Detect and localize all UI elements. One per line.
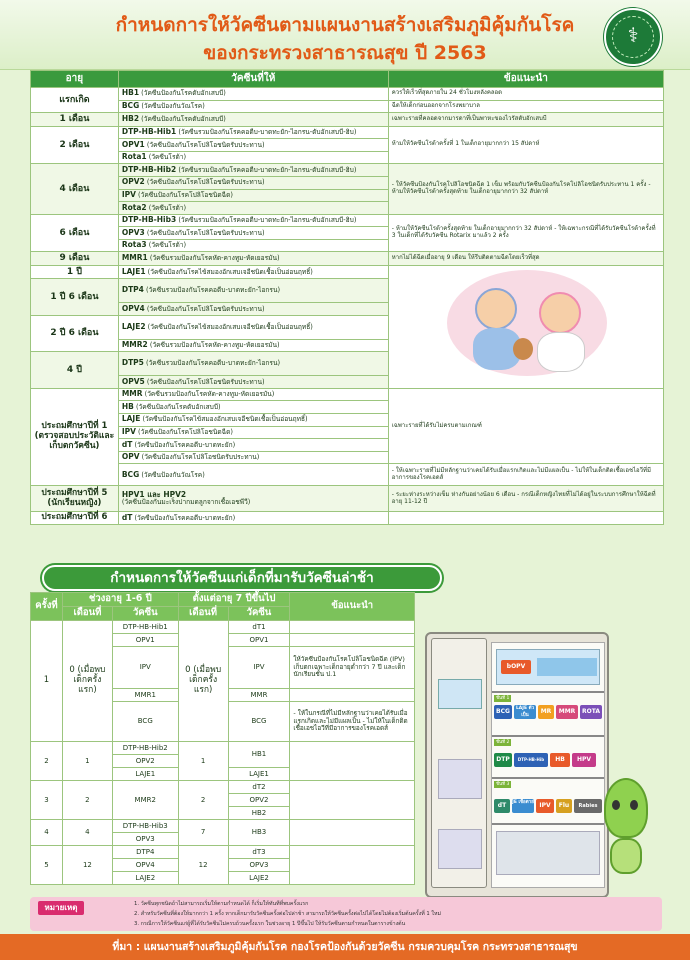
vaccine-cell (118, 265, 388, 278)
mascot-head-icon (604, 778, 648, 838)
vaccine-desc: (วัคซีนรวมป้องกันโรคหัด-คางทูม-หัดเยอรมัน) (149, 254, 280, 263)
fridge-item: DTP-HB-Hib (514, 753, 548, 767)
vaccine-code: dT (121, 512, 133, 522)
vaccine-code: IPV (121, 189, 136, 199)
remark-line: 2. สำหรับวัคซีนที่ต้องให้มากกว่า 1 ครั้ง หากเด็กมารับวัคซีนครั้งต่อไปล่าช้า สามารถให้วัคซีนครั้งต่อไปได้โดยไม่ต้องเริ่มต้นครั้งที่ 1 ใหม่ (134, 911, 442, 917)
fridge-door (431, 638, 487, 888)
month-cell: 12 (62, 845, 112, 884)
note-cell: เฉพาะรายที่คลอดจากมารดาที่เป็นพาหะของไวรัสตับอักเสบบี (388, 113, 663, 126)
vaccine-cell (118, 202, 388, 215)
baby-boy-icon (475, 288, 517, 330)
fridge-item: IPV (536, 799, 554, 813)
vaccine-desc: (วัคซีนรวมป้องกันโรคคอตีบ-บาดทะยัก-ไอกรน-ตับอักเสบบี-ฮิบ) (178, 128, 357, 137)
vaccine-cell: HB2 (228, 806, 290, 819)
vaccine-cell: DTP4 (112, 845, 178, 858)
vaccine-desc: (วัคซีนป้องกันโรคคอตีบ-บาดทะยัก) (134, 440, 236, 449)
vaccine-code: DTP5 (121, 358, 144, 368)
vaccine-cell (118, 303, 388, 316)
age-cell: ประถมศึกษาปีที่ 1 (ตรวจสอบประวัติและเก็บตกวัคซีน) (31, 388, 119, 486)
col-header-age: อายุ (31, 71, 119, 88)
mascot-illustration (594, 778, 658, 888)
month-cell: 0 (เมื่อพบเด็กครั้งแรก) (62, 620, 112, 741)
fridge-item: HB (550, 753, 570, 767)
round-cell: 1 (31, 620, 63, 741)
month-cell: 12 (178, 845, 228, 884)
vaccine-cell (118, 414, 388, 427)
note-cell: - ห้ามให้วัคซีนโรต้าครั้งสุดท้าย ในเด็กอายุมากกว่า 32 สัปดาห์ - ให้เฉพาะกรณีที่ได้รับวัคซีนโรต้าครั้งที่ 3 ในเด็กที่ได้รับวัคซีน Rotarix มาแล้ว 2 ครั้ง (388, 214, 663, 252)
fridge-interior (491, 642, 605, 888)
remark-line: 3. กรณีการให้วัคซีนแก่ผู้ที่ได้รับวัคซีนไม่ครบถ้วนครั้งแรก ในช่วงอายุ 1 ปีขึ้นไป ให้รับวัคซีนตามกำหนดในตารางข้างต้น (134, 921, 406, 927)
age-cell: 6 เดือน (31, 214, 119, 252)
col-header-age1: ช่วงอายุ 1-6 ปี (62, 593, 178, 607)
vaccine-code: Rota2 (121, 202, 147, 212)
note-cell: - ระยะห่างระหว่างเข็ม ห่างกันอย่างน้อย 6 เดือน - กรณีเด็กหญิงไทยที่ไม่ได้อยู่ในระบบการศึกษาให้ฉีดที่อายุ 11-12 ปี (388, 486, 663, 512)
round-cell: 4 (31, 819, 63, 845)
vaccine-code: LAJE2 (121, 321, 146, 331)
vaccine-cell (118, 352, 388, 376)
vaccine-code: BCG (121, 469, 140, 479)
vaccine-cell: OPV2 (228, 793, 290, 806)
note-cell: ฉีดให้เด็กก่อนออกจากโรงพยาบาล (388, 100, 663, 113)
door-shelf (438, 759, 482, 799)
note-cell: หากไม่ได้ฉีดเมื่ออายุ 9 เดือน ให้รีบติดตามฉีดโดยเร็วที่สุด (388, 252, 663, 265)
babies-illustration (389, 266, 663, 388)
shelf-tag: ชั้นที่ 3 (496, 782, 510, 787)
shelf-divider (492, 823, 604, 825)
age-cell: 1 ปี (31, 265, 119, 278)
vaccine-code: OPV (121, 452, 140, 462)
vaccine-code: dT (121, 439, 133, 449)
vaccine-desc: (วัคซีนโรต้า) (148, 153, 187, 162)
vaccine-cell: dT1 (228, 620, 290, 633)
vaccine-desc: (วัคซีนโรต้า) (148, 203, 187, 212)
vaccine-cell: IPV (228, 646, 290, 688)
vaccine-code: MMR2 (121, 340, 148, 350)
fridge-item: LAJE ตัวเป็น (515, 706, 535, 718)
vaccine-cell: BCG (228, 701, 290, 741)
baby-girl-body-icon (537, 332, 585, 372)
col-header-month: เดือนที่ (178, 606, 228, 620)
freezer-compartment (496, 649, 600, 685)
col-header-note: ข้อแนะนำ (290, 593, 415, 621)
shelf-divider (492, 735, 604, 737)
note-cell (290, 741, 415, 780)
vaccine-code: OPV4 (121, 303, 145, 313)
vaccine-cell: LAJE1 (228, 767, 290, 780)
vaccine-cell (118, 512, 388, 525)
age-cell: ประถมศึกษาปีที่ 6 (31, 512, 119, 525)
col-header-vaccine: วัคซีนที่ให้ (118, 71, 388, 88)
caduceus-icon: ⚕ (627, 23, 639, 47)
vaccine-cell (118, 376, 388, 389)
vaccine-cell (118, 339, 388, 352)
col-header-vaccine: วัคซีน (112, 606, 178, 620)
vaccine-desc: (วัคซีนป้องกันโรคโปลิโอชนิดฉีด) (138, 428, 233, 437)
month-cell: 7 (178, 819, 228, 845)
age-cell: 9 เดือน (31, 252, 119, 265)
vaccine-code: OPV2 (121, 177, 145, 187)
vaccine-cell: OPV3 (112, 832, 178, 845)
vaccine-cell (118, 439, 388, 452)
vaccine-code: OPV5 (121, 376, 145, 386)
vaccine-cell: LAJE2 (112, 871, 178, 884)
month-cell: 1 (62, 741, 112, 780)
fridge-item: Rabies (574, 799, 602, 813)
mascot-eye-icon (612, 800, 620, 810)
vaccine-cell: LAJE2 (228, 871, 290, 884)
vaccine-code: HB1 (121, 88, 140, 98)
baby-girl-icon (539, 292, 581, 334)
shelf-tag: ชั้นที่ 1 (496, 696, 510, 701)
vaccine-code: HPV1 และ HPV2 (121, 489, 187, 499)
remarks-box (30, 897, 662, 931)
vaccine-cell: OPV1 (112, 633, 178, 646)
note-cell (290, 633, 415, 646)
bottle-rack (496, 831, 600, 875)
vaccine-desc: (วัคซีนป้องกันโรคโปลิโอชนิดรับประทาน) (146, 228, 265, 237)
vaccine-desc: (วัคซีนป้องกันโรคโปลิโอชนิดรับประทาน) (146, 377, 265, 386)
round-cell: 3 (31, 780, 63, 819)
vaccine-cell: dT3 (228, 845, 290, 858)
col-header-month: เดือนที่ (62, 606, 112, 620)
vaccine-cell (118, 100, 388, 113)
vaccine-cell (118, 401, 388, 414)
vaccine-cell: OPV4 (112, 858, 178, 871)
vaccine-desc: (วัคซีนรวมป้องกันโรคหัด-คางทูม-หัดเยอรมัน) (144, 390, 275, 399)
fridge-item: JE เชื้อตาย (512, 799, 534, 813)
note-cell (290, 780, 415, 819)
door-shelf (438, 829, 482, 869)
vaccine-cell (118, 315, 388, 339)
vaccine-code: MMR (121, 389, 143, 399)
vaccine-cell: MMR1 (112, 688, 178, 701)
note-cell: ห้ามให้วัคซีนโรต้าครั้งที่ 1 ในเด็กอายุมากกว่า 15 สัปดาห์ (388, 126, 663, 164)
mascot-body-icon (610, 838, 642, 874)
note-cell: - ให้ในกรณีที่ไม่มีหลักฐานว่าเคยได้รับเมื่อแรกเกิดและไม่มีแผลเป็น - ไม่ให้ในเด็กติดเชื้อเอชไอวีที่มีอาการของโรคเอดส์ (290, 701, 415, 741)
age-cell: 4 ปี (31, 352, 119, 389)
vaccine-desc: (วัคซีนรวมป้องกันโรคคอตีบ-บาดทะยัก-ไอกรน) (146, 359, 281, 368)
note-cell: เฉพาะรายที่ได้รับไม่ครบตามเกณฑ์ (388, 388, 663, 464)
vaccine-code: DTP-HB-Hib1 (121, 127, 177, 137)
vaccine-code: OPV3 (121, 227, 145, 237)
vaccine-desc: (วัคซีนป้องกันโรคคอตีบ-บาดทะยัก) (134, 513, 236, 522)
month-cell: 4 (62, 819, 112, 845)
vaccine-cell (118, 426, 388, 439)
vaccine-code: IPV (121, 427, 136, 437)
note-cell: ให้วัคซีนป้องกันโรคโปลิโอชนิดฉีด (IPV) เก็บตกเฉพาะเด็กอายุต่ำกว่า 7 ปี และเด็กนักเรียนชั้น ป.1 (290, 646, 415, 688)
vaccine-cell (118, 176, 388, 189)
vaccine-cell: DTP-HB-Hib3 (112, 819, 178, 832)
mascot-eye-icon (630, 800, 638, 810)
note-cell (388, 512, 663, 525)
shelf-divider (492, 691, 604, 693)
teddy-bear-icon (513, 338, 533, 360)
vaccine-code: BCG (121, 101, 140, 111)
fridge-item: BCG (494, 705, 512, 719)
vaccine-cell: DTP-HB-Hib2 (112, 741, 178, 754)
vaccine-code: DTP4 (121, 285, 144, 295)
vaccine-desc: (วัคซีนโรต้า) (148, 241, 187, 250)
vaccine-cell: OPV2 (112, 754, 178, 767)
age-cell: 2 เดือน (31, 126, 119, 164)
vaccine-desc: (วัคซีนป้องกันโรคไข้สมองอักเสบเจอีชนิดเชื้อเป็นอ่อนฤทธิ์) (142, 415, 308, 424)
vaccine-code: DTP-HB-Hib2 (121, 164, 177, 174)
shelf-divider (492, 777, 604, 779)
vaccine-cell (118, 279, 388, 303)
vaccine-cell: MMR2 (112, 780, 178, 819)
vaccine-desc: (วัคซีนป้องกันโรคตับอักเสบบี) (135, 402, 221, 411)
vaccine-code: MMR1 (121, 253, 148, 263)
vaccine-desc: (วัคซีนป้องกันมะเร็งปากมดลูกจากเชื้อเอชพีวี) (121, 498, 251, 507)
vaccine-desc: (วัคซีนป้องกันวัณโรค) (141, 102, 205, 111)
note-cell: - ให้เฉพาะรายที่ไม่มีหลักฐานว่าเคยได้รับเมื่อแรกเกิดและไม่มีแผลเป็น - ไม่ให้ในเด็กติดเชื้อเอชไอวีที่มีอาการของโรคเอดส์ (388, 464, 663, 486)
vaccine-cell (118, 239, 388, 252)
vaccine-desc: (วัคซีนรวมป้องกันโรคหัด-คางทูม-หัดเยอรมัน) (149, 341, 280, 350)
note-cell (290, 819, 415, 845)
vaccine-cell: LAJE1 (112, 767, 178, 780)
vaccine-desc: (วัคซีนป้องกันวัณโรค) (141, 470, 205, 479)
vaccine-desc: (วัคซีนป้องกันโรคโปลิโอชนิดรับประทาน) (146, 178, 265, 187)
vaccine-desc: (วัคซีนป้องกันโรคไข้สมองอักเสบเจอีชนิดเชื้อเป็นอ่อนฤทธิ์) (147, 267, 313, 276)
vaccine-code: OPV1 (121, 139, 145, 149)
month-cell: 1 (178, 741, 228, 780)
ice-pack-icon (438, 679, 482, 709)
col-header-age2: ตั้งแต่อายุ 7 ปีขึ้นไป (178, 593, 290, 607)
vaccine-desc: (วัคซีนป้องกันโรคไข้สมองอักเสบเจอีชนิดเชื้อเป็นอ่อนฤทธิ์) (147, 322, 313, 331)
vaccine-cell: dT2 (228, 780, 290, 793)
note-cell (290, 688, 415, 701)
vaccine-cell: HB3 (228, 819, 290, 845)
schedule-table (30, 70, 664, 525)
fridge-label-bopv: bOPV (501, 660, 531, 674)
col-header-round: ครั้งที่ (31, 593, 63, 621)
ministry-logo (604, 8, 662, 66)
vaccine-cell (118, 451, 388, 464)
catchup-table (30, 592, 415, 885)
vaccine-desc: (วัคซีนรวมป้องกันโรคคอตีบ-บาดทะยัก-ไอกรน-ตับอักเสบบี-ฮิบ) (178, 165, 357, 174)
vaccine-cell (118, 388, 388, 401)
vaccine-cell (118, 88, 388, 101)
vaccine-cell: MMR (228, 688, 290, 701)
vaccine-cell (118, 189, 388, 202)
vaccine-cell: BCG (112, 701, 178, 741)
note-cell: ควรให้เร็วที่สุดภายใน 24 ชั่วโมงหลังคลอด (388, 88, 663, 101)
page-title: กำหนดการให้วัคซีนตามแผนงานสร้างเสริมภูมิคุ้มกันโรค (115, 14, 575, 36)
month-cell: 2 (62, 780, 112, 819)
footer-source: ที่มา : แผนงานสร้างเสริมภูมิคุ้มกันโรค กองโรคป้องกันด้วยวัคซีน กรมควบคุมโรค กระทรวงสาธารณสุข (0, 934, 690, 960)
vaccine-cell: HB1 (228, 741, 290, 767)
vaccine-code: HB (121, 401, 134, 411)
age-cell: 2 ปี 6 เดือน (31, 315, 119, 352)
fridge-item: MR (538, 705, 554, 719)
vaccine-desc: (วัคซีนป้องกันโรคโปลิโอชนิดรับประทาน) (146, 304, 265, 313)
vaccine-desc: (วัคซีนป้องกันโรคโปลิโอชนิดฉีด) (138, 190, 233, 199)
catchup-title-band (42, 565, 442, 591)
page-subtitle: ของกระทรวงสาธารณสุข ปี 2563 (203, 42, 487, 64)
ice-pack-icon (537, 658, 597, 676)
fridge-item: DTP (494, 753, 512, 767)
vaccine-cell: OPV3 (228, 858, 290, 871)
col-header-vaccine: วัคซีน (228, 606, 290, 620)
vaccine-cell (118, 252, 388, 265)
vaccine-cell (118, 151, 388, 164)
vaccine-cell (118, 126, 388, 139)
vaccine-fridge-illustration (425, 632, 609, 898)
age-cell: 1 เดือน (31, 113, 119, 126)
round-cell: 2 (31, 741, 63, 780)
vaccine-cell (118, 464, 388, 486)
age-cell: 4 เดือน (31, 164, 119, 214)
vaccine-cell: DTP-HB-Hib1 (112, 620, 178, 633)
fridge-item: HPV (572, 753, 596, 767)
shelf-tag: ชั้นที่ 2 (496, 740, 510, 745)
vaccine-desc: (วัคซีนป้องกันโรคตับอักเสบบี) (141, 89, 226, 98)
vaccine-cell: OPV1 (228, 633, 290, 646)
fridge-item: MMR (556, 705, 578, 719)
note-cell (290, 620, 415, 633)
vaccine-cell (118, 227, 388, 240)
vaccine-desc: (วัคซีนรวมป้องกันโรคคอตีบ-บาดทะยัก-ไอกรน) (146, 286, 281, 295)
vaccine-cell (118, 214, 388, 227)
header (0, 0, 690, 70)
remark-line: 1. วัคซีนทุกชนิดถ้าไม่สามารถเริ่มให้ตามกำหนดได้ ก็เริ่มให้ทันทีที่พบครั้งแรก (134, 901, 309, 907)
round-cell: 5 (31, 845, 63, 884)
age-cell: 1 ปี 6 เดือน (31, 279, 119, 316)
fridge-item: Flu (556, 799, 572, 813)
age-cell: แรกเกิด (31, 88, 119, 113)
remarks-label: หมายเหตุ (38, 901, 84, 915)
vaccine-cell: IPV (112, 646, 178, 688)
vaccine-code: DTP-HB-Hib3 (121, 215, 177, 225)
note-cell (290, 845, 415, 884)
vaccine-desc: (วัคซีนป้องกันโรคตับอักเสบบี) (141, 115, 226, 124)
vaccine-code: LAJE (121, 414, 141, 424)
vaccine-cell (118, 113, 388, 126)
catchup-title: กำหนดการให้วัคซีนแก่เด็กที่มารับวัคซีนล่าช้า (110, 570, 374, 586)
vaccine-desc: (วัคซีนป้องกันโรคโปลิโอชนิดรับประทาน) (141, 453, 260, 462)
note-cell: - ให้วัคซีนป้องกันโรคโปลิโอชนิดฉีด 1 เข็ม พร้อมกับวัคซีนป้องกันโรคโปลิโอชนิดรับประทาน 1 ครั้ง - ห้ามให้วัคซีนโรต้าครั้งสุดท้าย ในเด็กอายุมากกว่า 32 สัปดาห์ (388, 164, 663, 214)
month-cell: 0 (เมื่อพบเด็กครั้งแรก) (178, 620, 228, 741)
illustration-cell (388, 265, 663, 388)
col-header-note: ข้อแนะนำ (388, 71, 663, 88)
fridge-item: dT (494, 799, 510, 813)
vaccine-cell (118, 486, 388, 512)
month-cell: 2 (178, 780, 228, 819)
vaccine-code: Rota3 (121, 240, 147, 250)
vaccine-cell (118, 164, 388, 177)
vaccine-desc: (วัคซีนป้องกันโรคโปลิโอชนิดรับประทาน) (146, 140, 265, 149)
vaccine-cell (118, 139, 388, 152)
fridge-item: ROTA (580, 705, 602, 719)
vaccine-code: LAJE1 (121, 266, 146, 276)
vaccine-code: HB2 (121, 114, 140, 124)
age-cell: ประถมศึกษาปีที่ 5 (นักเรียนหญิง) (31, 486, 119, 512)
vaccine-code: Rota1 (121, 152, 147, 162)
vaccine-desc: (วัคซีนรวมป้องกันโรคคอตีบ-บาดทะยัก-ไอกรน-ตับอักเสบบี-ฮิบ) (178, 216, 357, 225)
